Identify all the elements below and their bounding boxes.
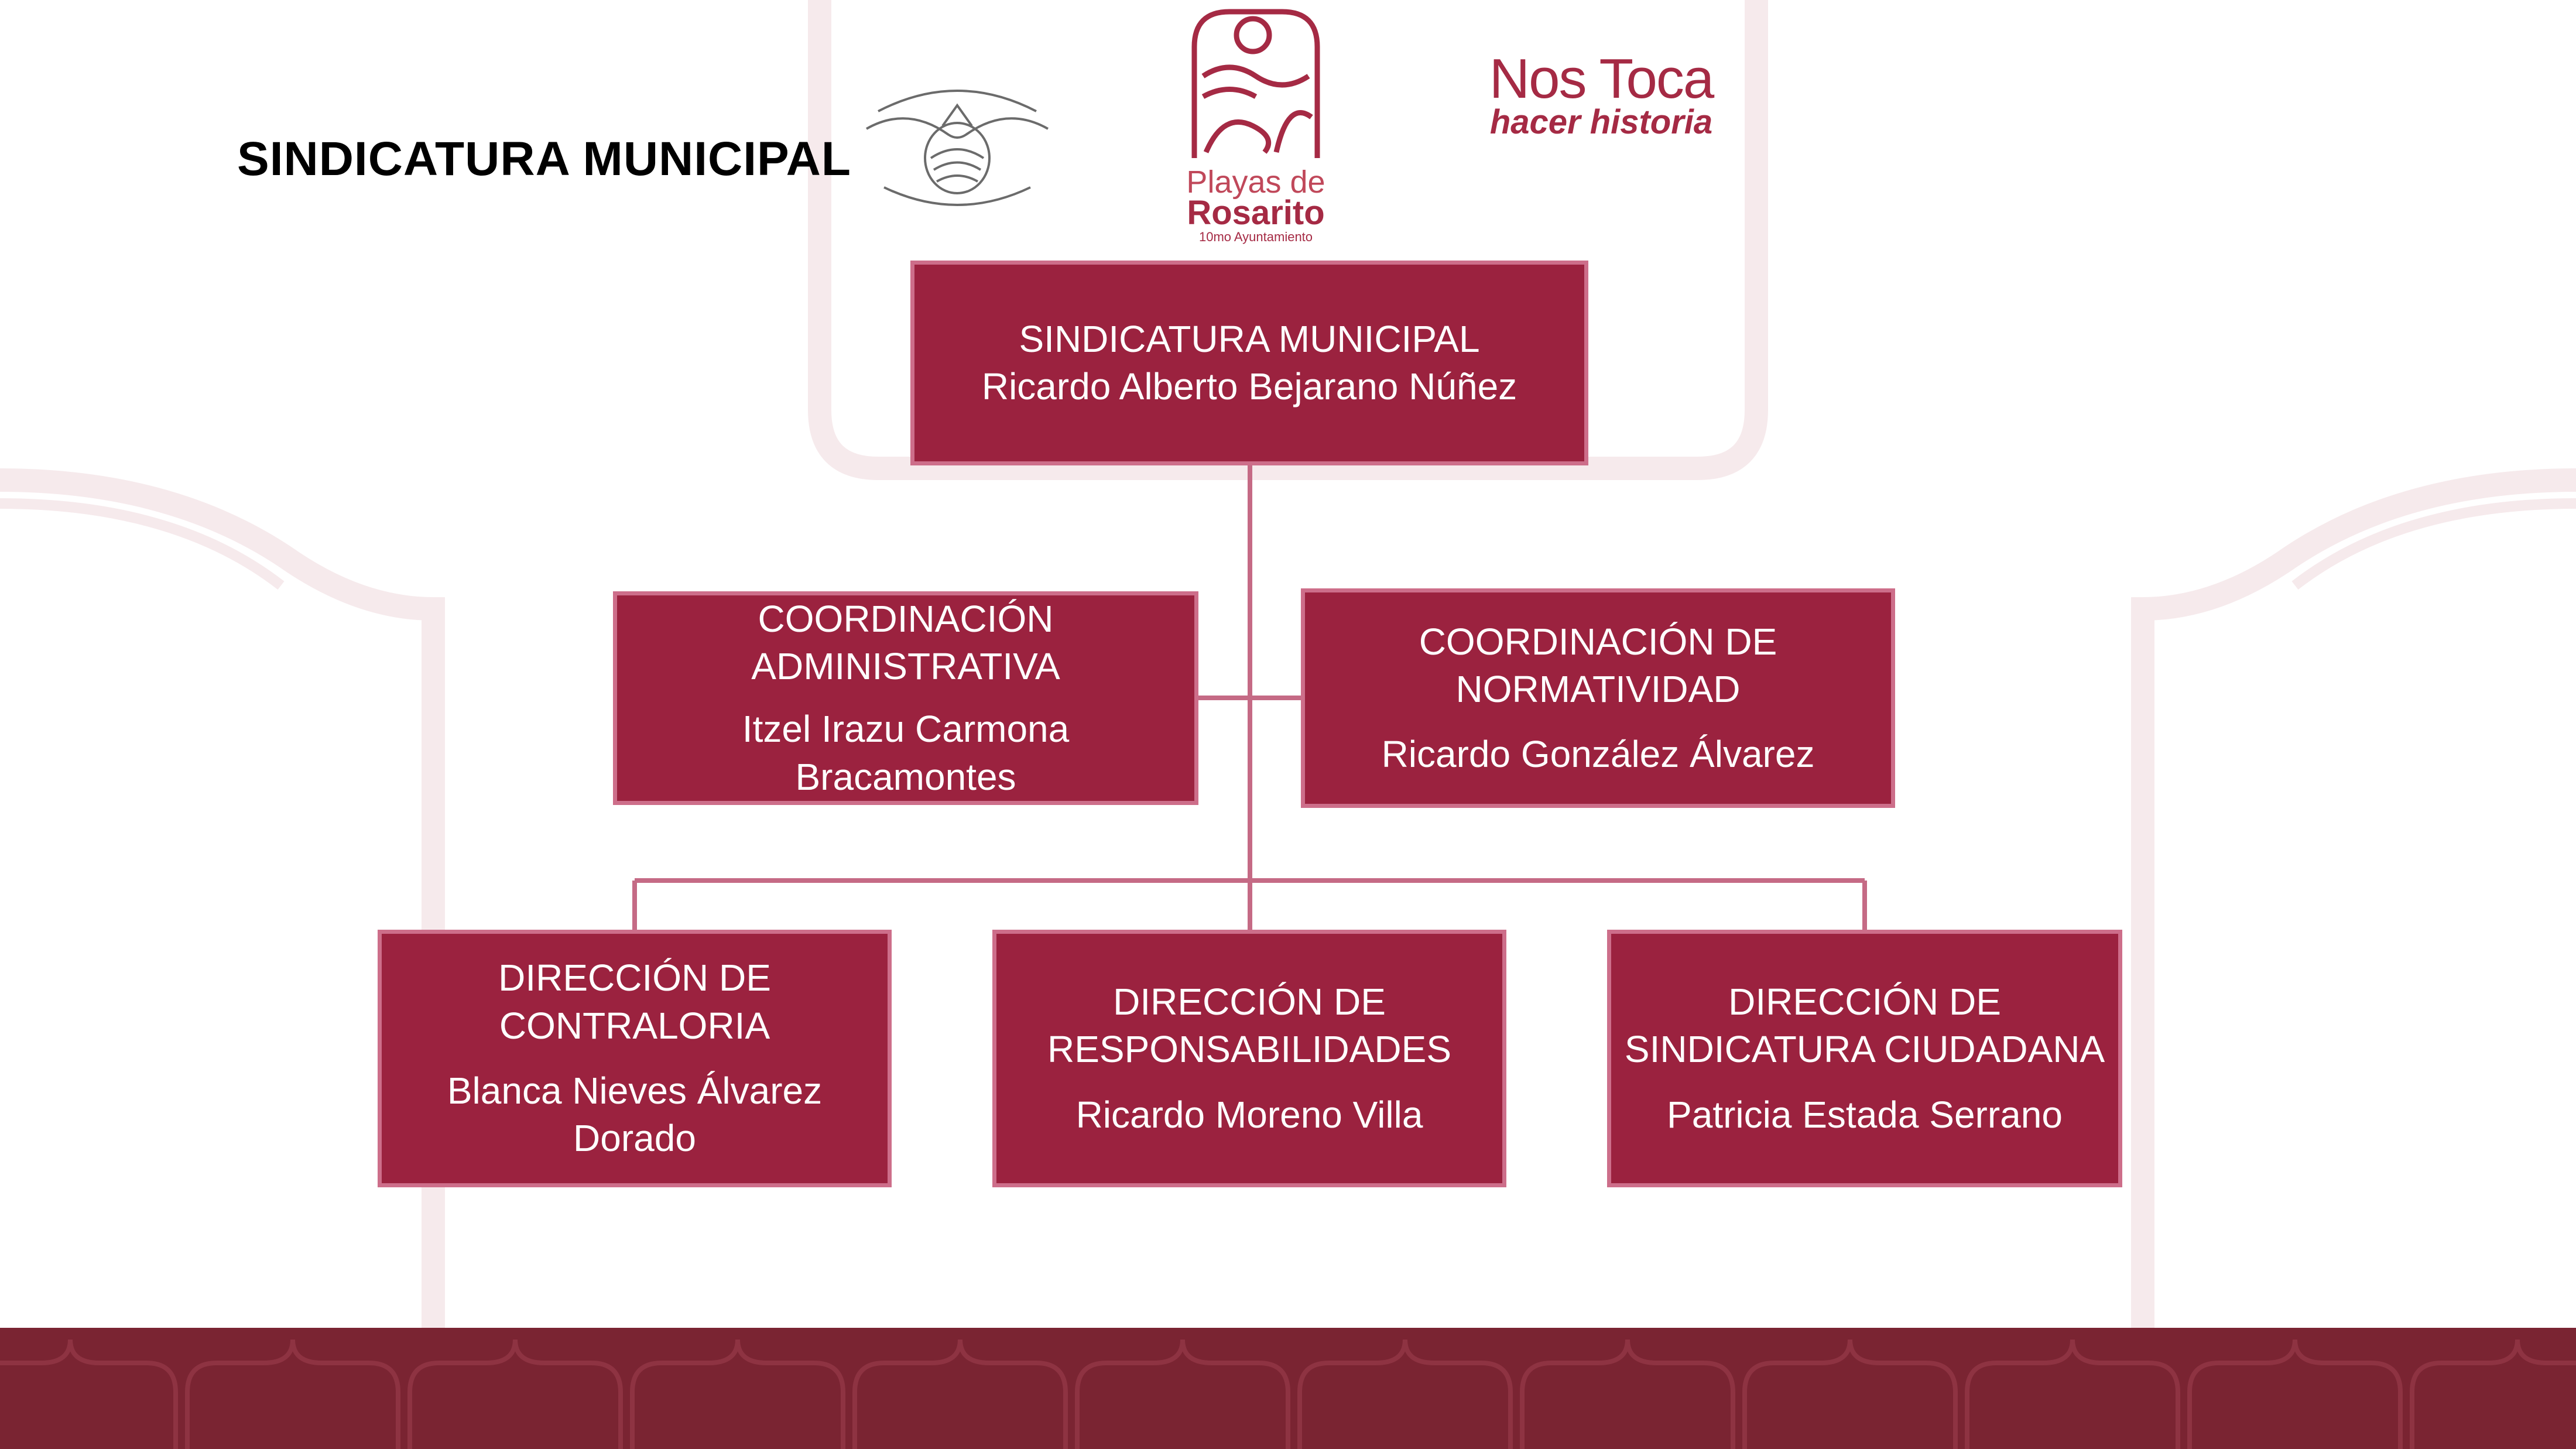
rosarito-logo-line3: 10mo Ayuntamiento bbox=[1198, 229, 1313, 244]
rosarito-logo-line1: Playas de bbox=[1186, 165, 1325, 200]
footer-arch bbox=[1077, 1340, 1288, 1449]
node-title-line1: DIRECCIÓN DE bbox=[1728, 981, 2001, 1023]
nos-toca-line2: hacer historia bbox=[1489, 103, 1713, 141]
org-node-sindicatura-municipal bbox=[910, 261, 1588, 465]
footer-arch bbox=[1967, 1340, 2178, 1449]
node-title-line1: COORDINACIÓN DE bbox=[1419, 620, 1777, 663]
footer-arch bbox=[632, 1340, 843, 1449]
footer-arch bbox=[187, 1340, 398, 1449]
footer-arch bbox=[1300, 1340, 1510, 1449]
node-person-line1: Itzel Irazu Carmona bbox=[742, 708, 1070, 751]
node-person: Ricardo Moreno Villa bbox=[1075, 1093, 1423, 1136]
footer-band bbox=[0, 1328, 2576, 1449]
node-title: SINDICATURA MUNICIPAL bbox=[1019, 317, 1480, 360]
org-node-direccion-responsabilidades bbox=[992, 930, 1506, 1187]
node-person: Ricardo González Álvarez bbox=[1381, 733, 1815, 776]
node-title-line1: DIRECCIÓN DE bbox=[498, 957, 771, 999]
node-person: Ricardo Alberto Bejarano Núñez bbox=[981, 365, 1517, 407]
node-title-line2: ADMINISTRATIVA bbox=[751, 645, 1060, 688]
org-node-coordinacion-normatividad bbox=[1301, 588, 1895, 808]
node-person-line2: Dorado bbox=[573, 1117, 696, 1160]
footer-arch bbox=[1745, 1340, 1955, 1449]
footer-pattern bbox=[0, 1328, 2576, 1449]
node-title-line2: CONTRALORIA bbox=[499, 1004, 770, 1047]
node-person-line1: Blanca Nieves Álvarez bbox=[447, 1070, 823, 1112]
footer-arch bbox=[1522, 1340, 1733, 1449]
footer-arch bbox=[2412, 1340, 2576, 1449]
footer-arch bbox=[855, 1340, 1066, 1449]
org-node-coordinacion-administrativa bbox=[613, 591, 1198, 805]
node-person: Patricia Estada Serrano bbox=[1667, 1093, 2063, 1136]
org-node-direccion-sindicatura-ciudadana bbox=[1607, 930, 2122, 1187]
footer-arch bbox=[2190, 1340, 2400, 1449]
page-title: SINDICATURA MUNICIPAL bbox=[237, 132, 851, 186]
node-title-line2: SINDICATURA CIUDADANA bbox=[1624, 1028, 2105, 1071]
nos-toca-line1: Nos Toca bbox=[1489, 47, 1714, 110]
node-title-line2: RESPONSABILIDADES bbox=[1047, 1028, 1451, 1071]
node-title-line1: DIRECCIÓN DE bbox=[1113, 981, 1386, 1023]
node-title-line1: COORDINACIÓN bbox=[758, 598, 1054, 640]
footer-arch bbox=[410, 1340, 621, 1449]
org-node-direccion-contraloria bbox=[378, 930, 892, 1187]
footer-arch bbox=[0, 1340, 176, 1449]
rosarito-logo-line2: Rosarito bbox=[1187, 194, 1325, 232]
node-person-line2: Bracamontes bbox=[795, 755, 1016, 798]
node-title-line2: NORMATIVIDAD bbox=[1455, 667, 1741, 710]
